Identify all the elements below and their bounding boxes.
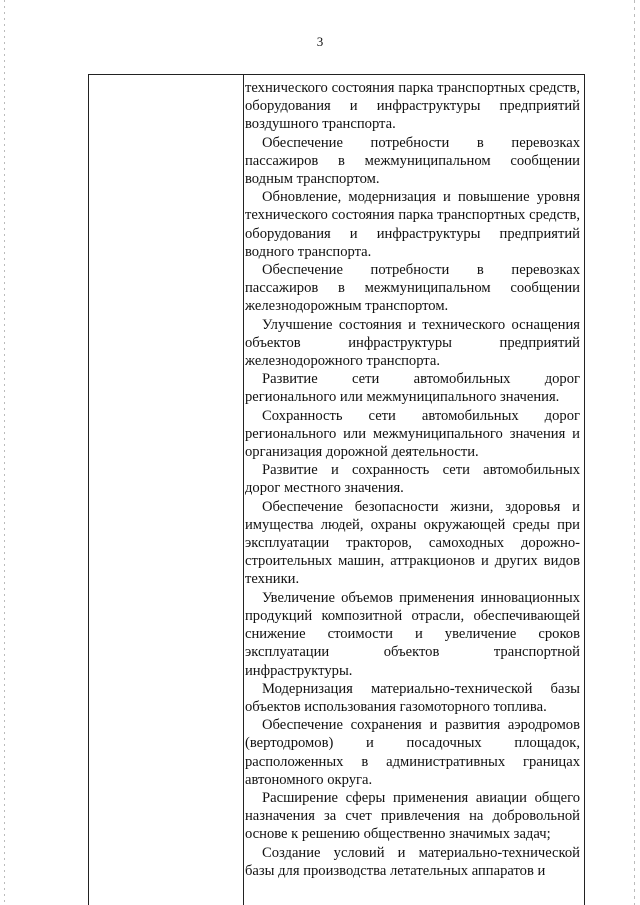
scan-right-edge bbox=[634, 0, 635, 905]
paragraph: Расширение сферы применения авиации общего назначения за счет привлечения на добровольной основе к решению общественно значимых задач; bbox=[245, 789, 580, 843]
scan-left-edge bbox=[4, 0, 5, 905]
paragraph: Обеспечение потребности в перевозках пассажиров в межмуниципальном сообщении железнодорожным транспортом. bbox=[245, 262, 580, 315]
paragraph: Модернизация материально-технической базы объектов использования газомоторного топлива. bbox=[245, 680, 580, 715]
table-right-column bbox=[245, 79, 580, 880]
paragraph: Обновление, модернизация и повышение уровня технического состояния парка транспортных средств, оборудования и инфраструктуры предприятий водного транспорта. bbox=[245, 189, 580, 260]
paragraph: Создание условий и материально-технической базы для производства летательных аппаратов и bbox=[245, 844, 580, 879]
paragraph: Развитие сети автомобильных дорог регионального или межмуниципального значения. bbox=[245, 371, 580, 406]
paragraph: Обеспечение безопасности жизни, здоровья и имущества людей, охраны окружающей среды при эксплуатации тракторов, самоходных дорожно-строительных машин, аттракционов и других видов техники. bbox=[245, 498, 580, 588]
table-left-column bbox=[89, 75, 244, 905]
page-number: 3 bbox=[316, 34, 324, 49]
paragraph: Сохранность сети автомобильных дорог регионального или межмуниципального значения и организация дорожной деятельности. bbox=[245, 407, 580, 461]
paragraph: Обеспечение сохранения и развития аэродромов (вертодромов) и посадочных площадок, расположенных в административных границах автономного округа. bbox=[245, 717, 580, 788]
paragraph: Увеличение объемов применения инновационных продукций композитной отрасли, обеспечивающей снижение стоимости и увеличение сроков эксплуатации объектов транспортной инфраструктуры. bbox=[245, 589, 580, 679]
paragraph: Развитие и сохранность сети автомобильных дорог местного значения. bbox=[245, 462, 580, 497]
paragraph: Обеспечение потребности в перевозках пассажиров в межмуниципальном сообщении водным транспортом. bbox=[245, 134, 580, 188]
document-table bbox=[88, 74, 585, 905]
paragraph: Улучшение состояния и технического оснащения объектов инфраструктуры предприятий железнодорожного транспорта. bbox=[245, 316, 580, 370]
paragraph: технического состояния парка транспортных средств, оборудования и инфраструктуры предприятий воздушного транспорта. bbox=[245, 80, 580, 133]
